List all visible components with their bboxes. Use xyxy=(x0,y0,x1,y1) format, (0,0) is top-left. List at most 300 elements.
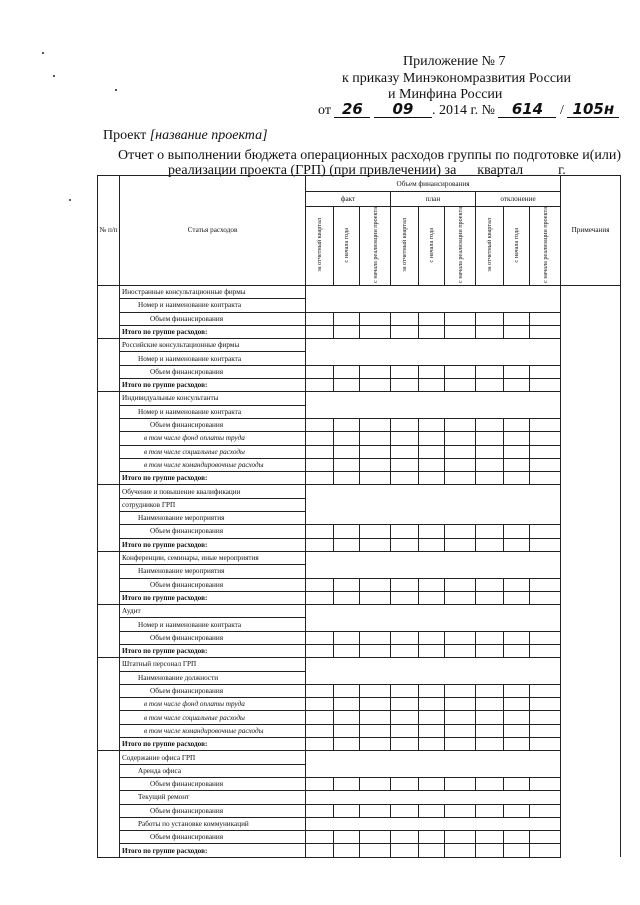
value-cell[interactable] xyxy=(360,418,391,431)
value-cell[interactable] xyxy=(504,472,530,485)
value-cell[interactable] xyxy=(360,365,391,378)
value-cell[interactable] xyxy=(530,472,561,485)
notes-cell[interactable] xyxy=(561,312,621,325)
notes-cell[interactable] xyxy=(561,379,621,392)
row-label: Работы по установке коммуникаций xyxy=(120,817,306,830)
value-cell[interactable] xyxy=(391,445,419,458)
notes-cell[interactable] xyxy=(561,804,621,817)
value-cell[interactable] xyxy=(391,472,419,485)
value-cell[interactable] xyxy=(476,418,504,431)
value-cell[interactable] xyxy=(445,804,476,817)
value-cells-merged xyxy=(306,605,561,618)
value-cell[interactable] xyxy=(476,644,504,657)
date-day: 26 xyxy=(334,101,370,118)
value-cell[interactable] xyxy=(476,538,504,551)
value-cell[interactable] xyxy=(476,458,504,471)
value-cell[interactable] xyxy=(306,777,334,790)
value-cell[interactable] xyxy=(360,831,391,844)
value-cell[interactable] xyxy=(306,804,334,817)
notes-cell[interactable] xyxy=(561,738,621,751)
value-cell[interactable] xyxy=(334,711,360,724)
value-cell[interactable] xyxy=(334,379,360,392)
value-cell[interactable] xyxy=(530,325,561,338)
value-cell[interactable] xyxy=(445,538,476,551)
value-cell[interactable] xyxy=(360,472,391,485)
value-cell[interactable] xyxy=(360,312,391,325)
value-cells-merged xyxy=(306,618,561,631)
value-cell[interactable] xyxy=(419,777,445,790)
value-cell[interactable] xyxy=(334,644,360,657)
value-cell[interactable] xyxy=(476,804,504,817)
value-cell[interactable] xyxy=(334,844,360,857)
value-cell[interactable] xyxy=(419,711,445,724)
value-cells-merged xyxy=(306,352,561,365)
notes-cell[interactable] xyxy=(561,299,621,312)
value-cell[interactable] xyxy=(504,724,530,737)
value-cell[interactable] xyxy=(391,738,419,751)
value-cell[interactable] xyxy=(391,312,419,325)
value-cell[interactable] xyxy=(504,578,530,591)
value-cell[interactable] xyxy=(530,525,561,538)
value-cell[interactable] xyxy=(360,432,391,445)
value-cell[interactable] xyxy=(504,804,530,817)
value-cell[interactable] xyxy=(334,538,360,551)
notes-cell[interactable] xyxy=(561,578,621,591)
notes-cell[interactable] xyxy=(561,472,621,485)
value-cell[interactable] xyxy=(530,738,561,751)
value-cell[interactable] xyxy=(419,472,445,485)
value-cell[interactable] xyxy=(391,418,419,431)
value-cell[interactable] xyxy=(419,365,445,378)
notes-cell[interactable] xyxy=(561,631,621,644)
value-cell[interactable] xyxy=(391,365,419,378)
row-label: Номер и наименование контракта xyxy=(120,618,306,631)
value-cell[interactable] xyxy=(334,777,360,790)
notes-cell[interactable] xyxy=(561,591,621,604)
notes-cell[interactable] xyxy=(561,405,621,418)
table-row xyxy=(98,591,621,604)
value-cell[interactable] xyxy=(419,379,445,392)
notes-cell[interactable] xyxy=(561,817,621,830)
value-cell[interactable] xyxy=(476,591,504,604)
value-cell[interactable] xyxy=(306,432,334,445)
value-cell[interactable] xyxy=(445,458,476,471)
value-cell[interactable] xyxy=(306,418,334,431)
value-cell[interactable] xyxy=(306,644,334,657)
table-row xyxy=(98,738,621,751)
value-cell[interactable] xyxy=(504,684,530,697)
value-cell[interactable] xyxy=(360,804,391,817)
table-row xyxy=(98,578,621,591)
value-cell[interactable] xyxy=(445,445,476,458)
value-cell[interactable] xyxy=(419,644,445,657)
value-cell[interactable] xyxy=(504,844,530,857)
value-cell[interactable] xyxy=(391,525,419,538)
value-cell[interactable] xyxy=(360,538,391,551)
value-cell[interactable] xyxy=(419,684,445,697)
value-cell[interactable] xyxy=(530,445,561,458)
value-cell[interactable] xyxy=(530,804,561,817)
value-cell[interactable] xyxy=(530,711,561,724)
value-cell[interactable] xyxy=(419,418,445,431)
value-cell[interactable] xyxy=(476,445,504,458)
value-cell[interactable] xyxy=(306,325,334,338)
value-cell[interactable] xyxy=(360,525,391,538)
row-label: в том числе социальные расходы xyxy=(120,445,306,458)
value-cell[interactable] xyxy=(306,738,334,751)
value-cell[interactable] xyxy=(306,472,334,485)
notes-cell[interactable] xyxy=(561,658,621,671)
value-cell[interactable] xyxy=(504,777,530,790)
subcolumn-deviation-quarter xyxy=(476,207,504,286)
value-cell[interactable] xyxy=(391,538,419,551)
value-cell[interactable] xyxy=(530,777,561,790)
value-cell[interactable] xyxy=(476,831,504,844)
value-cell[interactable] xyxy=(445,365,476,378)
value-cell[interactable] xyxy=(334,432,360,445)
value-cell[interactable] xyxy=(530,418,561,431)
row-label: Аренда офиса xyxy=(120,764,306,777)
value-cell[interactable] xyxy=(476,325,504,338)
value-cell[interactable] xyxy=(334,458,360,471)
value-cell[interactable] xyxy=(306,578,334,591)
value-cell[interactable] xyxy=(530,724,561,737)
value-cell[interactable] xyxy=(476,711,504,724)
value-cell[interactable] xyxy=(476,684,504,697)
value-cell[interactable] xyxy=(445,777,476,790)
value-cell[interactable] xyxy=(504,591,530,604)
value-cell[interactable] xyxy=(360,379,391,392)
value-cell[interactable] xyxy=(476,365,504,378)
scan-speck xyxy=(69,199,71,201)
value-cell[interactable] xyxy=(504,418,530,431)
notes-cell[interactable] xyxy=(561,565,621,578)
value-cell[interactable] xyxy=(530,844,561,857)
value-cell[interactable] xyxy=(476,631,504,644)
value-cell[interactable] xyxy=(391,804,419,817)
value-cell[interactable] xyxy=(306,591,334,604)
value-cell[interactable] xyxy=(476,379,504,392)
value-cell[interactable] xyxy=(334,445,360,458)
value-cell[interactable] xyxy=(360,684,391,697)
value-cell[interactable] xyxy=(334,312,360,325)
subcolumn-fact-year xyxy=(334,207,360,286)
notes-cell[interactable] xyxy=(561,392,621,405)
notes-cell[interactable] xyxy=(561,458,621,471)
value-cell[interactable] xyxy=(419,831,445,844)
notes-cell[interactable] xyxy=(561,325,621,338)
value-cell[interactable] xyxy=(419,698,445,711)
value-cell[interactable] xyxy=(306,831,334,844)
value-cell[interactable] xyxy=(445,711,476,724)
notes-cell[interactable] xyxy=(561,432,621,445)
table-row xyxy=(98,512,621,525)
table-row xyxy=(98,312,621,325)
value-cell[interactable] xyxy=(445,698,476,711)
value-cell[interactable] xyxy=(530,379,561,392)
value-cell[interactable] xyxy=(419,445,445,458)
value-cell[interactable] xyxy=(306,631,334,644)
value-cell[interactable] xyxy=(530,591,561,604)
value-cell[interactable] xyxy=(306,379,334,392)
value-cell[interactable] xyxy=(391,844,419,857)
table-row xyxy=(98,711,621,724)
value-cell[interactable] xyxy=(306,365,334,378)
value-cell[interactable] xyxy=(419,525,445,538)
value-cell[interactable] xyxy=(504,644,530,657)
notes-cell[interactable] xyxy=(561,538,621,551)
value-cell[interactable] xyxy=(504,365,530,378)
value-cell[interactable] xyxy=(334,325,360,338)
value-cell[interactable] xyxy=(391,711,419,724)
value-cell[interactable] xyxy=(504,325,530,338)
value-cell[interactable] xyxy=(391,698,419,711)
value-cell[interactable] xyxy=(504,711,530,724)
value-cell[interactable] xyxy=(504,698,530,711)
value-cell[interactable] xyxy=(306,538,334,551)
value-cell[interactable] xyxy=(306,698,334,711)
value-cell[interactable] xyxy=(504,525,530,538)
value-cell[interactable] xyxy=(306,312,334,325)
notes-cell[interactable] xyxy=(561,751,621,764)
value-cell[interactable] xyxy=(360,578,391,591)
value-cell[interactable] xyxy=(391,379,419,392)
value-cell[interactable] xyxy=(530,684,561,697)
value-cells-merged xyxy=(306,392,561,405)
value-cell[interactable] xyxy=(306,684,334,697)
value-cell[interactable] xyxy=(419,458,445,471)
value-cell[interactable] xyxy=(360,458,391,471)
value-cell[interactable] xyxy=(476,844,504,857)
value-cell[interactable] xyxy=(334,578,360,591)
value-cell[interactable] xyxy=(504,379,530,392)
value-cell[interactable] xyxy=(504,831,530,844)
value-cell[interactable] xyxy=(391,458,419,471)
notes-cell[interactable] xyxy=(561,498,621,511)
notes-cell[interactable] xyxy=(561,711,621,724)
value-cell[interactable] xyxy=(419,738,445,751)
value-cell[interactable] xyxy=(419,325,445,338)
value-cell[interactable] xyxy=(334,698,360,711)
value-cell[interactable] xyxy=(391,684,419,697)
value-cell[interactable] xyxy=(445,432,476,445)
notes-cell[interactable] xyxy=(561,698,621,711)
value-cell[interactable] xyxy=(476,432,504,445)
value-cell[interactable] xyxy=(360,644,391,657)
value-cell[interactable] xyxy=(445,472,476,485)
value-cell[interactable] xyxy=(419,591,445,604)
table-row xyxy=(98,339,621,352)
value-cell[interactable] xyxy=(504,432,530,445)
notes-cell[interactable] xyxy=(561,525,621,538)
value-cell[interactable] xyxy=(530,432,561,445)
notes-cell[interactable] xyxy=(561,445,621,458)
value-cell[interactable] xyxy=(445,312,476,325)
value-cell[interactable] xyxy=(504,631,530,644)
value-cell[interactable] xyxy=(419,631,445,644)
value-cell[interactable] xyxy=(391,578,419,591)
value-cell[interactable] xyxy=(391,644,419,657)
value-cell[interactable] xyxy=(445,844,476,857)
notes-cell[interactable] xyxy=(561,551,621,564)
value-cell[interactable] xyxy=(504,458,530,471)
value-cell[interactable] xyxy=(334,591,360,604)
notes-cell[interactable] xyxy=(561,365,621,378)
value-cell[interactable] xyxy=(530,644,561,657)
value-cell[interactable] xyxy=(530,538,561,551)
value-cell[interactable] xyxy=(360,591,391,604)
row-label: Объем финансирования xyxy=(120,631,306,644)
row-label: Номер и наименование контракта xyxy=(120,299,306,312)
value-cell[interactable] xyxy=(419,724,445,737)
value-cell[interactable] xyxy=(360,325,391,338)
value-cell[interactable] xyxy=(306,711,334,724)
value-cell[interactable] xyxy=(476,724,504,737)
value-cell[interactable] xyxy=(445,631,476,644)
row-label: Объем финансирования xyxy=(120,312,306,325)
value-cell[interactable] xyxy=(391,777,419,790)
notes-cell[interactable] xyxy=(561,512,621,525)
value-cell[interactable] xyxy=(419,804,445,817)
value-cell[interactable] xyxy=(445,644,476,657)
value-cell[interactable] xyxy=(360,711,391,724)
report-title-line-1: Отчет о выполнении бюджета операционных расходов группы по подготовке и(или) xyxy=(118,148,621,163)
value-cell[interactable] xyxy=(391,724,419,737)
row-number-cell xyxy=(98,285,120,338)
value-cell[interactable] xyxy=(476,698,504,711)
value-cell[interactable] xyxy=(530,831,561,844)
value-cell[interactable] xyxy=(445,684,476,697)
value-cell[interactable] xyxy=(476,738,504,751)
row-label: Объем финансирования xyxy=(120,777,306,790)
value-cell[interactable] xyxy=(530,365,561,378)
table-row xyxy=(98,844,621,857)
table-row xyxy=(98,445,621,458)
value-cell[interactable] xyxy=(391,432,419,445)
value-cell[interactable] xyxy=(306,724,334,737)
value-cell[interactable] xyxy=(334,525,360,538)
value-cell[interactable] xyxy=(504,445,530,458)
value-cell[interactable] xyxy=(445,724,476,737)
value-cell[interactable] xyxy=(476,312,504,325)
value-cell[interactable] xyxy=(360,738,391,751)
value-cell[interactable] xyxy=(530,698,561,711)
value-cell[interactable] xyxy=(530,578,561,591)
value-cell[interactable] xyxy=(476,525,504,538)
value-cell[interactable] xyxy=(334,804,360,817)
row-number-cell xyxy=(98,485,120,551)
value-cell[interactable] xyxy=(334,365,360,378)
value-cell[interactable] xyxy=(360,698,391,711)
value-cell[interactable] xyxy=(306,458,334,471)
notes-cell[interactable] xyxy=(561,764,621,777)
notes-cell[interactable] xyxy=(561,831,621,844)
value-cell[interactable] xyxy=(419,312,445,325)
group-total-label: Итого по группе расходов: xyxy=(120,538,306,551)
notes-cell[interactable] xyxy=(561,618,621,631)
value-cell[interactable] xyxy=(306,525,334,538)
value-cell[interactable] xyxy=(360,724,391,737)
value-cell[interactable] xyxy=(334,831,360,844)
value-cell[interactable] xyxy=(334,418,360,431)
notes-cell[interactable] xyxy=(561,339,621,352)
value-cell[interactable] xyxy=(476,578,504,591)
value-cell[interactable] xyxy=(419,538,445,551)
value-cell[interactable] xyxy=(334,684,360,697)
value-cell[interactable] xyxy=(504,312,530,325)
value-cell[interactable] xyxy=(530,312,561,325)
value-cell[interactable] xyxy=(504,538,530,551)
value-cell[interactable] xyxy=(334,631,360,644)
subcolumn-label: с начала реализации проекта xyxy=(456,207,464,283)
value-cell[interactable] xyxy=(445,738,476,751)
value-cell[interactable] xyxy=(360,631,391,644)
value-cell[interactable] xyxy=(445,379,476,392)
value-cell[interactable] xyxy=(334,724,360,737)
value-cell[interactable] xyxy=(419,578,445,591)
value-cell[interactable] xyxy=(445,525,476,538)
value-cell[interactable] xyxy=(306,445,334,458)
notes-cell[interactable] xyxy=(561,724,621,737)
subcolumn-label: за отчетный квартал xyxy=(401,218,408,272)
value-cell[interactable] xyxy=(391,325,419,338)
notes-cell[interactable] xyxy=(561,791,621,804)
notes-cell[interactable] xyxy=(561,644,621,657)
value-cell[interactable] xyxy=(445,591,476,604)
notes-cell[interactable] xyxy=(561,777,621,790)
value-cell[interactable] xyxy=(476,472,504,485)
value-cell[interactable] xyxy=(391,831,419,844)
value-cell[interactable] xyxy=(306,844,334,857)
value-cell[interactable] xyxy=(419,432,445,445)
value-cell[interactable] xyxy=(360,777,391,790)
value-cell[interactable] xyxy=(334,472,360,485)
notes-cell[interactable] xyxy=(561,844,621,857)
value-cell[interactable] xyxy=(360,445,391,458)
subcolumn-label: с начала реализации проекта xyxy=(371,207,379,283)
value-cell[interactable] xyxy=(391,591,419,604)
value-cell[interactable] xyxy=(476,777,504,790)
value-cell[interactable] xyxy=(360,844,391,857)
notes-cell[interactable] xyxy=(561,485,621,498)
value-cell[interactable] xyxy=(530,631,561,644)
value-cell[interactable] xyxy=(445,325,476,338)
group-total-label: Итого по группе расходов: xyxy=(120,379,306,392)
notes-cell[interactable] xyxy=(561,418,621,431)
section-title: Аудит xyxy=(120,605,306,618)
table-row xyxy=(98,285,621,298)
value-cell[interactable] xyxy=(445,578,476,591)
value-cell[interactable] xyxy=(334,738,360,751)
value-cell[interactable] xyxy=(419,844,445,857)
notes-cell[interactable] xyxy=(561,605,621,618)
value-cell[interactable] xyxy=(445,418,476,431)
notes-cell[interactable] xyxy=(561,671,621,684)
value-cell[interactable] xyxy=(391,631,419,644)
notes-cell[interactable] xyxy=(561,352,621,365)
row-label: Номер и наименование контракта xyxy=(120,352,306,365)
table-row xyxy=(98,658,621,671)
section-title: Иностранные консультационные фирмы xyxy=(120,285,306,298)
value-cell[interactable] xyxy=(530,458,561,471)
notes-cell[interactable] xyxy=(561,684,621,697)
value-cell[interactable] xyxy=(445,831,476,844)
table-row xyxy=(98,777,621,790)
value-cell[interactable] xyxy=(504,738,530,751)
table-row xyxy=(98,379,621,392)
row-label: Объем финансирования xyxy=(120,684,306,697)
notes-cell[interactable] xyxy=(561,285,621,298)
